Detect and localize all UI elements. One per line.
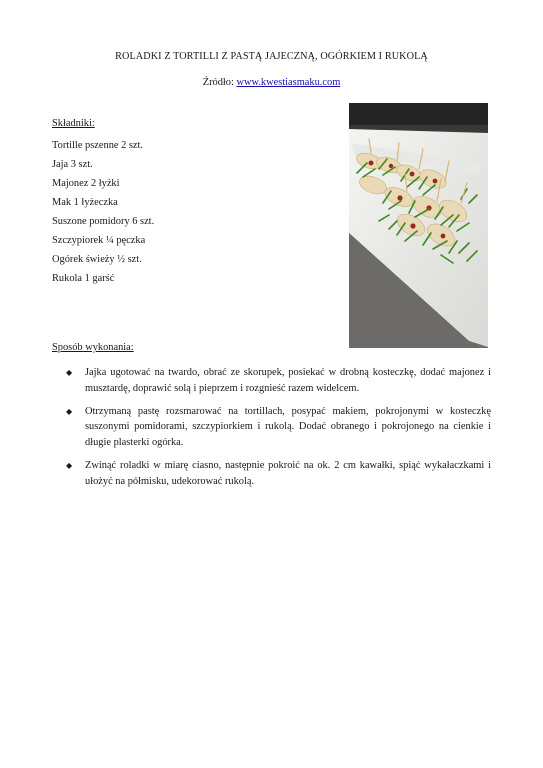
page-title: ROLADKI Z TORTILLI Z PASTĄ JAJECZNĄ, OGÓRKIEM I RUKOLĄ xyxy=(115,51,428,62)
method-heading: Sposób wykonania: xyxy=(52,342,134,353)
ingredient-item: Ogórek świeży ½ szt. xyxy=(52,254,142,265)
method-step-text: Otrzymaną pastę rozsmarować na tortillach, posypać makiem, pokrojonymi w kosteczkę suszonymi pomidorami, szczypiorkiem i rukolą. Dodać obranego i pokrojonego na cienkie i długie plasterki ogórka. xyxy=(85,405,491,449)
diamond-bullet-icon: ◆ xyxy=(66,368,73,377)
source-label: Źródło: xyxy=(202,77,237,88)
ingredient-item: Tortille pszenne 2 szt. xyxy=(52,140,144,151)
source-line xyxy=(0,77,543,88)
source-link[interactable]: www.kwestiasmaku.com xyxy=(236,77,341,88)
method-steps-list xyxy=(66,365,491,497)
method-step xyxy=(66,404,491,451)
method-step-text: Jajka ugotować na twardo, obrać ze skorupek, posiekać w drobną kosteczkę, dodać majonez i musztardę, doprawić solą i pieprzem i rozgnieść razem widelcem. xyxy=(85,367,491,394)
ingredients-heading: Składniki: xyxy=(52,118,95,129)
ingredient-item: Majonez 2 łyżki xyxy=(52,178,120,189)
ingredients-list xyxy=(52,140,154,292)
diamond-bullet-icon: ◆ xyxy=(66,406,73,416)
ingredient-item: Mak 1 łyżeczka xyxy=(52,197,118,208)
ingredient-item: Rukola 1 garść xyxy=(52,273,115,284)
method-step xyxy=(66,458,491,490)
diamond-bullet-icon: ◆ xyxy=(66,460,73,470)
method-step-text: Zwinąć roladki w miarę ciasno, następnie pokroić na ok. 2 cm kawałki, spiąć wykałaczkami i ułożyć na półmisku, udekorować rukolą. xyxy=(85,459,491,487)
ingredient-item: Jaja 3 szt. xyxy=(52,159,93,170)
dish-photo xyxy=(349,103,488,348)
ingredient-item: Szczypiorek ¼ pęczka xyxy=(52,235,146,246)
ingredient-item: Suszone pomidory 6 szt. xyxy=(52,216,155,227)
method-step xyxy=(66,365,491,397)
